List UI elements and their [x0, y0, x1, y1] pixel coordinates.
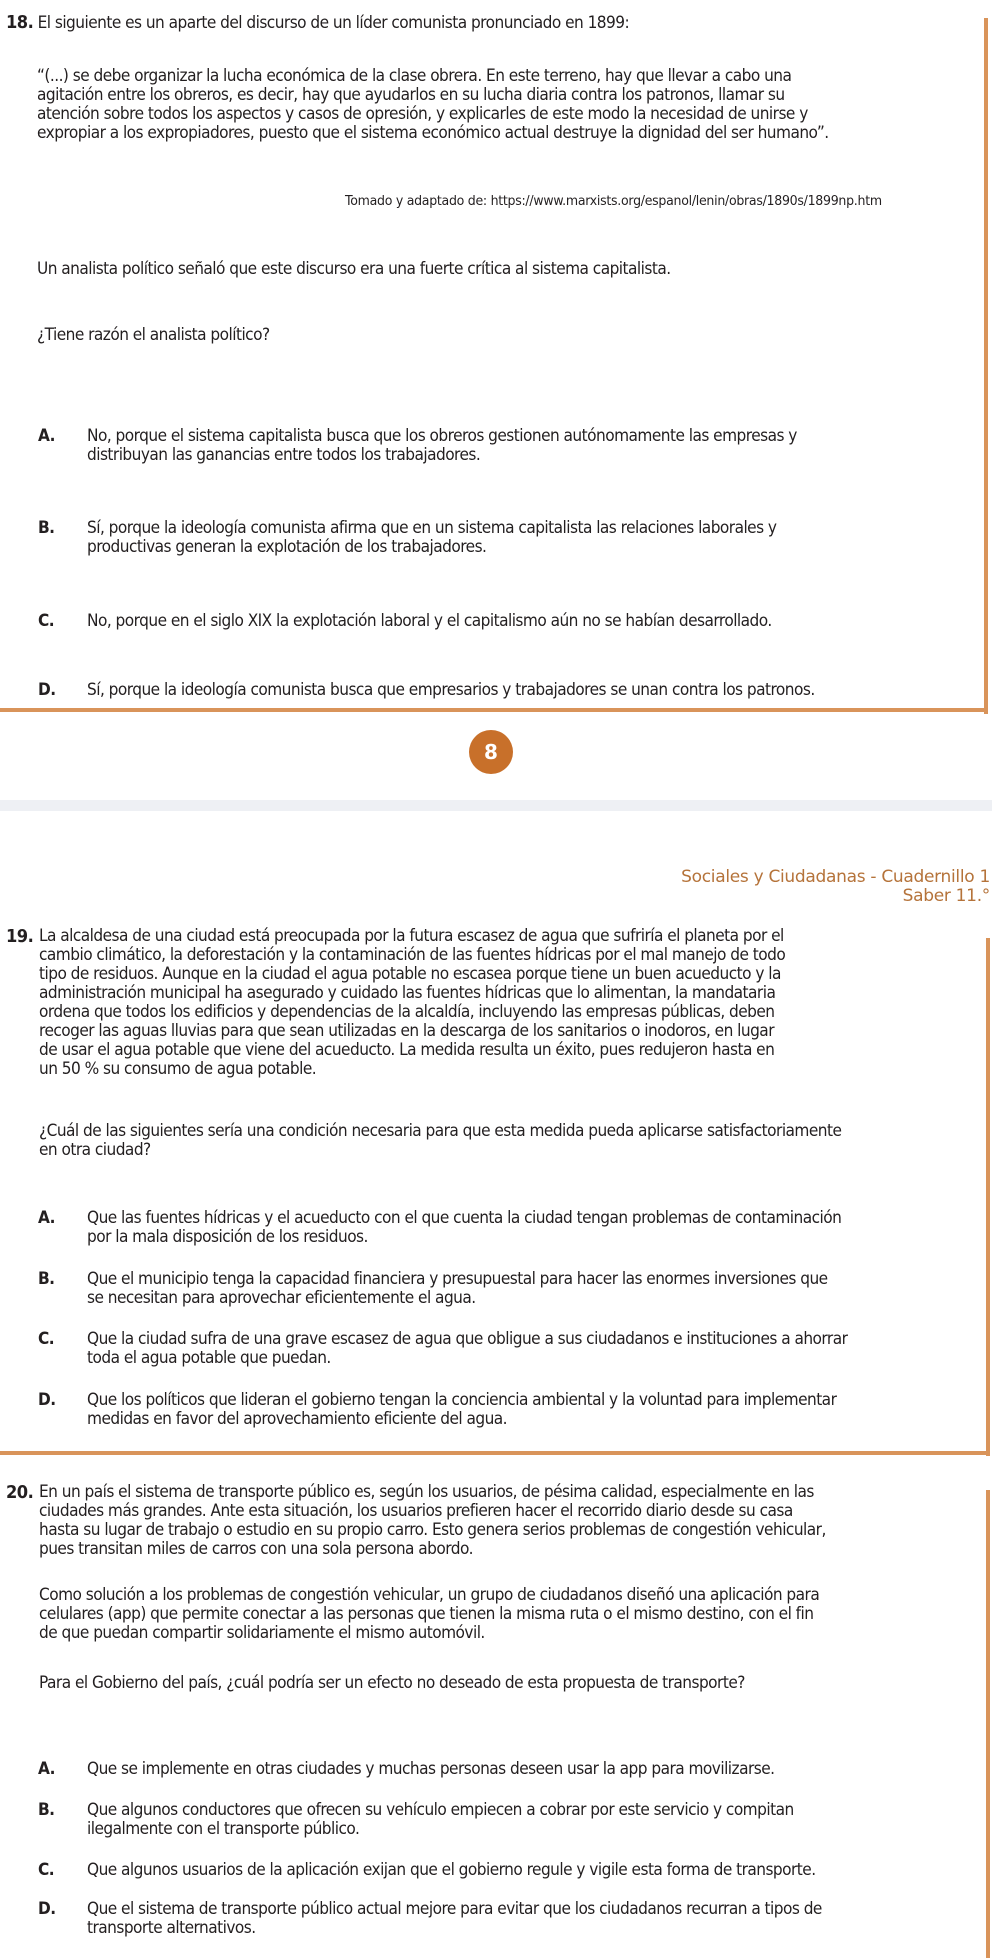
option-c[interactable]: [0, 1861, 990, 1881]
page-number-badge: 8: [469, 730, 513, 774]
option-d[interactable]: [0, 1391, 990, 1431]
stem-line: recoger las aguas lluvias para que sean utilizadas en la descarga de los sanitarios o inodoros, en lugar: [39, 1021, 774, 1041]
option-d[interactable]: [0, 681, 990, 701]
option-letter: D.: [38, 1899, 56, 1919]
stem-line: ordena que todos los edificios y dependencias de la alcaldía, incluyendo las empresas públicas, deben: [39, 1002, 775, 1022]
option-c[interactable]: [0, 1330, 990, 1370]
page-header-subject: Sociales y Ciudadanas - Cuadernillo 1: [681, 867, 990, 887]
option-text-line: Sí, porque la ideología comunista afirma que en un sistema capitalista las relaciones laborales y: [87, 518, 777, 538]
stem-line: de que puedan compartir solidariamente el mismo automóvil.: [39, 1623, 485, 1643]
option-text-line: productivas generan la explotación de los trabajadores.: [87, 537, 487, 557]
option-a[interactable]: [0, 1760, 990, 1780]
stem-line: administración municipal ha asegurado y cuidado las fuentes hídricas que lo alimentan, la mandataria: [39, 983, 776, 1003]
stem-line: de usar el agua potable que viene del acueducto. La medida resulta un éxito, pues redujeron hasta en: [39, 1040, 775, 1060]
option-text-line: Que el sistema de transporte público actual mejore para evitar que los ciudadanos recurran a tipos de: [87, 1899, 822, 1919]
option-a[interactable]: [0, 427, 990, 467]
option-letter: B.: [38, 1800, 55, 1820]
option-a[interactable]: [0, 1209, 990, 1249]
stem-line: La alcaldesa de una ciudad está preocupada por la futura escasez de agua que sufriría el planeta por el: [39, 926, 784, 946]
option-text-line: Sí, porque la ideología comunista busca que empresarios y trabajadores se unan contra los patronos.: [87, 680, 815, 700]
option-text-line: Que se implemente en otras ciudades y muchas personas deseen usar la app para movilizarse.: [87, 1759, 775, 1779]
option-text-line: transporte alternativos.: [87, 1918, 256, 1938]
question-text: ¿Tiene razón el analista político?: [37, 325, 270, 345]
source-citation: Tomado y adaptado de: https://www.marxists.org/espanol/lenin/obras/1890s/1899np.htm: [345, 193, 882, 209]
quote-line: expropiar a los expropiadores, puesto que el sistema económico actual destruye la dignidad del ser humano”.: [37, 123, 829, 143]
context-text: Un analista político señaló que este discurso era una fuerte crítica al sistema capitalista.: [37, 259, 671, 279]
option-text-line: Que algunos conductores que ofrecen su vehículo empiecen a cobrar por este servicio y compitan: [87, 1800, 794, 1820]
quote-line: “(...) se debe organizar la lucha económica de la clase obrera. En este terreno, hay que llevar a cabo una: [37, 66, 792, 86]
question-number: 18.: [6, 12, 34, 33]
option-text-line: Que las fuentes hídricas y el acueducto con el que cuenta la ciudad tengan problemas de contaminación: [87, 1208, 842, 1228]
option-letter: C.: [38, 611, 55, 631]
option-letter: C.: [38, 1329, 55, 1349]
stem-line: celulares (app) que permite conectar a las personas que tienen la misma ruta o el mismo destino, con el fin: [39, 1604, 814, 1624]
question-number: 19.: [6, 926, 34, 947]
stem-line: pues transitan miles de carros con una sola persona abordo.: [39, 1539, 473, 1559]
option-c[interactable]: [0, 612, 990, 632]
option-letter: A.: [38, 426, 55, 446]
option-letter: A.: [38, 1208, 55, 1228]
option-text-line: toda el agua potable que puedan.: [87, 1348, 331, 1368]
question-18-bottom-border: [0, 708, 988, 712]
stem-line: Como solución a los problemas de congestión vehicular, un grupo de ciudadanos diseñó una aplicación para: [39, 1585, 820, 1605]
option-text-line: ilegalmente con el transporte público.: [87, 1819, 360, 1839]
option-text-line: por la mala disposición de los residuos.: [87, 1227, 368, 1247]
question-number: 20.: [6, 1482, 34, 1503]
question-18-intro-line: [6, 13, 629, 33]
option-letter: A.: [38, 1759, 55, 1779]
option-text-line: Que algunos usuarios de la aplicación exijan que el gobierno regule y vigile esta forma de transporte.: [87, 1860, 816, 1880]
quote-line: atención sobre todos los aspectos y casos de opresión, y explicarles de este modo la necesidad de unirse y: [37, 104, 808, 124]
option-text-line: No, porque en el siglo XIX la explotación laboral y el capitalismo aún no se habían desarrollado.: [87, 611, 772, 631]
option-text-line: distribuyan las ganancias entre todos los trabajadores.: [87, 445, 481, 465]
option-text-line: Que la ciudad sufra de una grave escasez de agua que obligue a sus ciudadanos e instituciones a ahorrar: [87, 1329, 848, 1349]
question-19-bottom-border: [0, 1451, 990, 1455]
option-letter: D.: [38, 680, 56, 700]
option-text-line: No, porque el sistema capitalista busca que los obreros gestionen autónomamente las empresas y: [87, 426, 797, 446]
option-d[interactable]: [0, 1900, 990, 1940]
question-20-right-border: [986, 1490, 990, 1958]
option-b[interactable]: [0, 1270, 990, 1310]
page-separator: [0, 800, 992, 811]
page-header-level: Saber 11.°: [902, 886, 990, 906]
stem-line: ciudades más grandes. Ante esta situación, los usuarios prefieren hacer el recorrido diario desde su casa: [39, 1501, 793, 1521]
question-line: en otra ciudad?: [39, 1140, 151, 1160]
stem-line: tipo de residuos. Aunque en la ciudad el agua potable no escasea porque tiene un buen acueducto y la: [39, 964, 781, 984]
option-letter: B.: [38, 518, 55, 538]
question-19-right-border: [986, 938, 990, 1456]
stem-line: hasta su lugar de trabajo o estudio en su propio carro. Esto genera serios problemas de congestión vehicular,: [39, 1520, 826, 1540]
option-b[interactable]: [0, 1801, 990, 1841]
option-text-line: se necesitan para aprovechar eficientemente el agua.: [87, 1288, 476, 1308]
question-text: Para el Gobierno del país, ¿cuál podría ser un efecto no deseado de esta propuesta de transporte?: [39, 1673, 745, 1693]
option-letter: C.: [38, 1860, 55, 1880]
question-intro: El siguiente es un aparte del discurso de un líder comunista pronunciado en 1899:: [37, 13, 630, 33]
stem-line: cambio climático, la deforestación y la contaminación de las fuentes hídricas por el mal manejo de todo: [39, 945, 786, 965]
stem-line: En un país el sistema de transporte público es, según los usuarios, de pésima calidad, especialmente en las: [39, 1482, 814, 1502]
option-text-line: Que los políticos que lideran el gobierno tengan la conciencia ambiental y la voluntad para implementar: [87, 1390, 837, 1410]
option-letter: D.: [38, 1390, 56, 1410]
option-text-line: medidas en favor del aprovechamiento eficiente del agua.: [87, 1409, 508, 1429]
option-b[interactable]: [0, 519, 990, 559]
question-18-right-border: [984, 18, 988, 714]
stem-line: un 50 % su consumo de agua potable.: [39, 1059, 317, 1079]
option-letter: B.: [38, 1269, 55, 1289]
question-line: ¿Cuál de las siguientes sería una condición necesaria para que esta medida pueda aplicarse satisfactoriamente: [39, 1121, 842, 1141]
option-text-line: Que el municipio tenga la capacidad financiera y presupuestal para hacer las enormes inversiones que: [87, 1269, 828, 1289]
quote-line: agitación entre los obreros, es decir, hay que ayudarlos en su lucha diaria contra los patronos, llamar su: [37, 85, 785, 105]
